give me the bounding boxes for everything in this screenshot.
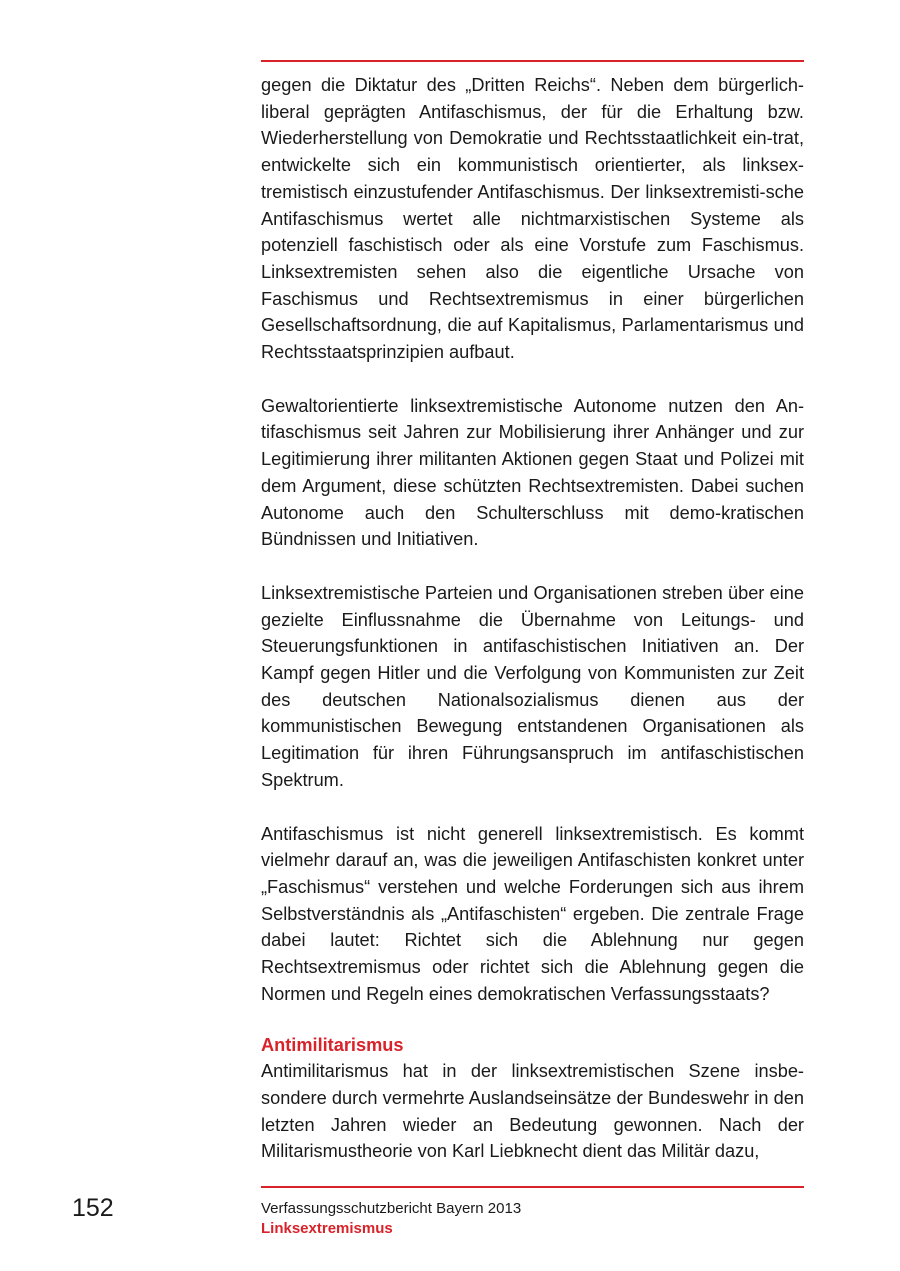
bottom-divider [261,1186,804,1188]
report-title: Verfassungsschutzbericht Bayern 2013 [261,1200,522,1217]
paragraph-5: Antimilitarismus hat in der linksextremistischen Szene insbe-sondere durch vermehrte Auslandseinsätze der Bundeswehr in den letzten Jahren wieder an Bedeutung gewonnen. Nach der Militarismustheorie von Karl Liebknecht dient das Militär dazu, [261,1061,804,1162]
paragraph-2: Gewaltorientierte linksextremistische Autonome nutzen den An-tifaschismus seit Jahren zur Mobilisierung ihrer Anhänger und zur Legitimierung ihrer militanten Aktionen gegen Staat und Polizei mit dem Argument, diese schützten Rechtsextremisten. Dabei suchen Autonome auch den Schulterschluss mit demo-kratischen Bündnissen und Initiativen. [261,395,804,550]
footer [261,1199,804,1239]
top-divider [261,60,804,62]
paragraph-4: Antifaschismus ist nicht generell linksextremistisch. Es kommt vielmehr darauf an, was die jeweiligen Antifaschisten konkret unter „Faschismus“ verstehen und welche Forderungen sich aus ihrem Selbstverständnis als „Antifaschisten“ ergeben. Die zentrale Frage dabei lautet: Richtet sich die Ablehnung nur gegen Rechtsextremismus oder richtet sich die Ablehnung gegen die Normen und Regeln eines demokratischen Verfassungsstaats? [261,823,804,1004]
paragraph-1: gegen die Diktatur des „Dritten Reichs“. Neben dem bürgerlich-liberal geprägten Antifaschismus, der für die Erhaltung bzw. Wiederherstellung von Demokratie und Rechtsstaatlichkeit ein-trat, entwickelte sich ein kommunistisch orientierter, als linksex-tremistisch einzustufender Antifaschismus. Der linksextremisti-sche Antifaschismus wertet alle nichtmarxistischen Systeme als potenziell faschistisch oder als eine Vorstufe zum Faschismus. Linksextremisten sehen also die eigentliche Ursache von Faschismus und Rechtsextremismus in einer bürgerlichen Gesellschaftsordnung, die auf Kapitalismus, Parlamentarismus und Rechtsstaatsprinzipien aufbaut. [261,75,804,363]
section-label: Linksextremismus [261,1220,393,1237]
body-text [261,72,804,1165]
paragraph-3: Linksextremistische Parteien und Organisationen streben über eine gezielte Einflussnahme die Übernahme von Leitungs- und Steuerungsfunktionen in antifaschistischen Initiativen an. Der Kampf gegen Hitler und die Verfolgung von Kommunisten zur Zeit des deutschen Nationalsozialismus dienen aus der kommunistischen Bewegung entstandenen Organisationen als Legitimation für ihren Führungsanspruch im antifaschistischen Spektrum. [261,582,804,790]
page-number: 152 [72,1194,114,1222]
section-heading: Antimilitarismus [261,1034,404,1055]
